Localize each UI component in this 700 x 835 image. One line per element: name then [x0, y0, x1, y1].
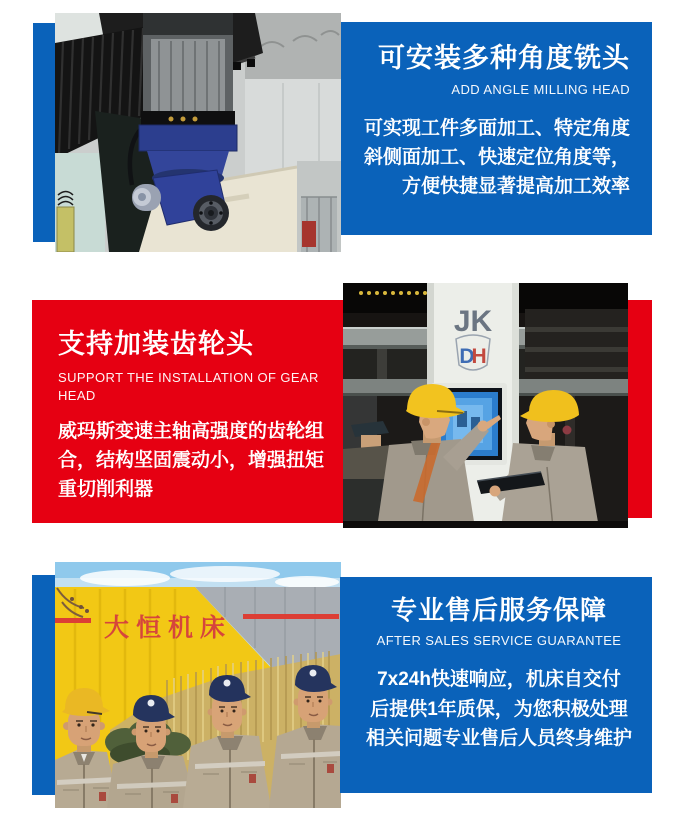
service-team-photo	[55, 562, 341, 808]
panel-title: 支持加装齿轮头	[58, 329, 254, 359]
brand-logo-bottom-text	[459, 345, 486, 368]
building-sign-text: 大恒机床	[103, 614, 233, 642]
machine-lights	[359, 291, 427, 295]
body-line: 7x24h快速响应，机床自交付	[377, 669, 621, 690]
accent-strip-left-3	[32, 575, 55, 795]
workshop-door	[297, 161, 341, 252]
workers-at-machine-illustration	[343, 283, 628, 528]
body-line: 合，结构坚固震动小，增强扭矩	[58, 450, 325, 471]
feature-panel-angle-milling	[341, 22, 652, 235]
body-line: 方便快捷显著提高加工效率	[401, 176, 630, 197]
panel-subtitle: ADD ANGLE MILLING HEAD	[451, 82, 630, 97]
milling-head-machine-photo	[55, 13, 341, 252]
workers-at-machine-photo	[343, 283, 628, 528]
panel-body	[354, 665, 644, 754]
accent-strip-left-1	[33, 23, 55, 242]
logo-letter-d: D	[459, 345, 475, 368]
brand-logo-top-text: JK	[453, 305, 493, 338]
body-line: 后提供1年质保，为您积极处理	[370, 698, 628, 720]
service-team-illustration	[55, 562, 341, 808]
body-line: 重切削利器	[58, 479, 154, 500]
feature-panel-after-sales	[340, 577, 652, 793]
milling-head-machine-illustration	[55, 13, 341, 252]
panel-title: 专业售后服务保障	[390, 595, 607, 625]
panel-body	[58, 417, 333, 504]
panel-title: 可安装多种角度铣头	[378, 43, 630, 73]
body-line: 斜侧面加工、快速定位角度等，	[363, 147, 630, 168]
body-line: 相关问题专业售后人员终身维护	[365, 728, 632, 749]
panel-body	[355, 114, 630, 201]
panel-subtitle: AFTER SALES SERVICE GUARANTEE	[376, 633, 622, 648]
workshop-left-wall	[55, 153, 105, 252]
body-line: 可实现工件多面加工、特定角度	[363, 118, 630, 139]
panel-subtitle: SUPPORT THE INSTALLATION OF GEAR HEAD	[58, 370, 319, 403]
feature-panel-gear-head	[32, 300, 343, 523]
shelf-rack	[525, 309, 628, 379]
logo-letter-h: H	[471, 345, 487, 368]
spindle-ram	[143, 13, 233, 115]
accent-strip-right-2	[628, 300, 652, 518]
body-line: 威玛斯变速主轴高强度的齿轮组	[58, 421, 325, 442]
